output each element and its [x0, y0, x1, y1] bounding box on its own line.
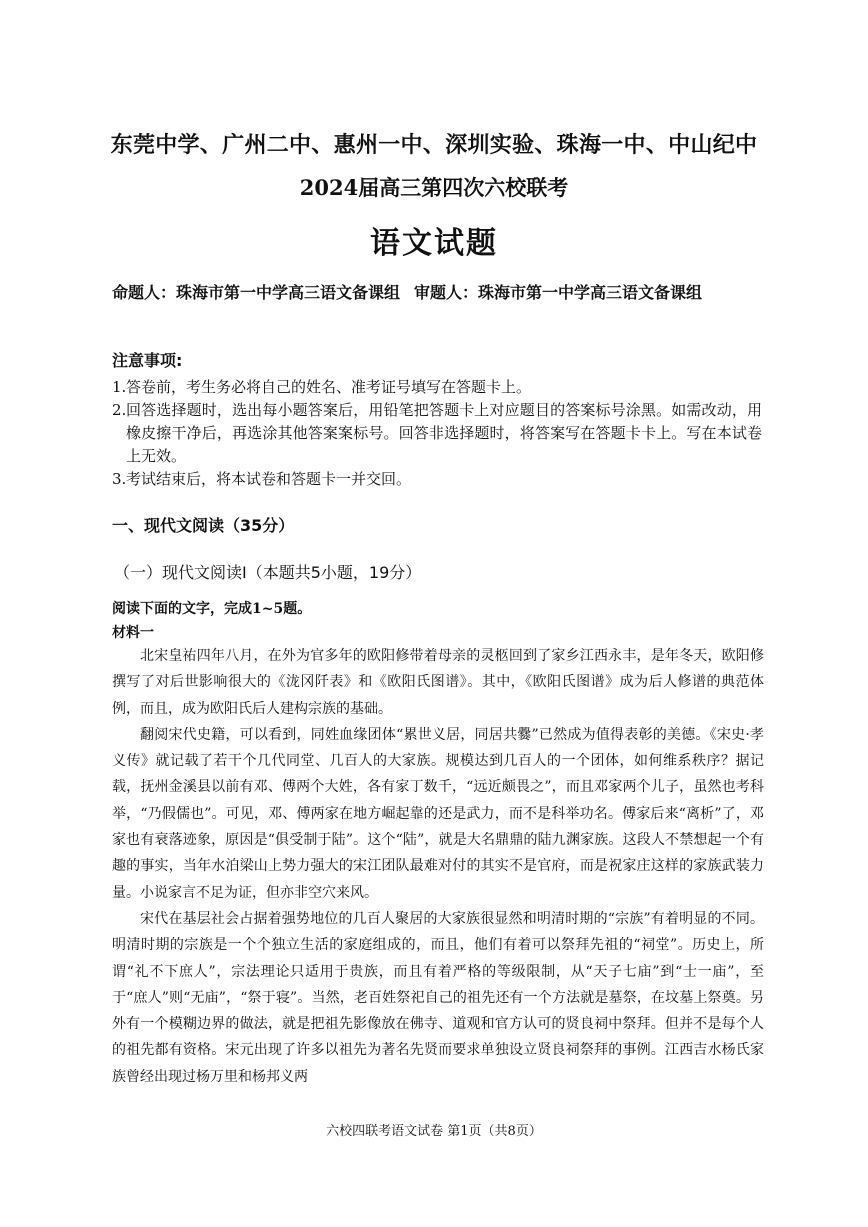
subject-title: 语文试题 — [370, 226, 498, 261]
setter-label: 命题人：珠海市第一中学高三语文备课组 — [112, 283, 401, 302]
notice-item-number: 2. — [112, 401, 127, 419]
reading-instruction: 阅读下面的文字，完成1~5题。 — [112, 601, 312, 617]
notice-list — [112, 376, 762, 491]
body-paragraph: 宋代在基层社会占据着强势地位的几百人聚居的大家族很显然和明清时期的“宗族”有着明显的不同。明清时期的宗族是一个个独立生活的家庭组成的，而且，他们有着可以祭拜先祖的“祠堂”。历史上，所谓“礼不下庶人”，宗法理论只适用于贵族，而且有着严格的等级限制，从“天子七庙”到“士一庙”，至于“庶人”则“无庙”，“祭于寝”。当然，老百姓祭祀自己的祖先还有一个方法就是墓祭，在坟墓上祭奠。另外有一个模糊边界的做法，就是把祖先影像放在佛寺、道观和官方认可的贤良祠中祭拜。但并不是每个人的祖先都有资格。宋元出现了许多以祖先为著名先贤而要求单独设立贤良祠祭拜的事例。江西吉水杨氏家族曾经出现过杨万里和杨邦义两 — [112, 910, 764, 1085]
schools-header: 东莞中学、广州二中、惠州一中、深圳实验、珠海一中、中山纪中 — [110, 132, 758, 158]
notice-item-text: 答卷前，考生务必将自己的姓名、准考证号填写在答题卡上。 — [126, 378, 532, 396]
reviewer-label: 审题人：珠海市第一中学高三语文备课组 — [414, 283, 703, 302]
notice-item-text: 考试结束后，将本试卷和答题卡一并交回。 — [126, 470, 412, 488]
material-body — [112, 643, 764, 1090]
body-paragraph: 翻阅宋代史籍，可以看到，同姓血缘团体“累世义居，同居共爨”已然成为值得表彰的美德。《宋史·孝义传》就记载了若干个几代同堂、几百人的大家族。规模达到几百人的一个团体，如何维系秩序？据记载，抚州金溪县以前有邓、傅两个大姓，各有家丁数千，“远近颇畏之”，而且邓家两个儿子，虽然也考科举，“乃假儒也”。可见，邓、傅两家在地方崛起靠的还是武力，而不是科举功名。傅家后来“离析”了，邓家也有衰落迹象，原因是“俱受制于陆”。这个“陆”，就是大名鼎鼎的陆九渊家族。这段人不禁想起一个有趣的事实，当年水泊梁山上势力强大的宋江团队最难对付的其实不是官府，而是祝家庄这样的家族武装力量。小说家言不足为证，但亦非空穴来风。 — [112, 726, 764, 901]
authors-line — [112, 280, 762, 305]
exam-title: 2024届高三第四次六校联考 — [299, 175, 569, 200]
body-paragraph: 北宋皇祐四年八月，在外为官多年的欧阳修带着母亲的灵柩回到了家乡江西永丰，是年冬天，欧阳修撰写了对后世影响很大的《泷冈阡表》和《欧阳氏图谱》。其中，《欧阳氏图谱》成为后人修谱的典范体例，而且，成为欧阳氏后人建构宗族的基础。 — [112, 648, 764, 717]
notice-item-number: 3. — [112, 470, 127, 488]
notice-title: 注意事项: — [112, 351, 183, 370]
notice-item — [112, 468, 762, 491]
section-title: 一、现代文阅读（35分） — [112, 516, 295, 535]
notice-item-number: 1. — [112, 378, 127, 396]
notice-item — [112, 376, 762, 399]
page-footer: 六校四联考语文试卷 第1页（共8页） — [326, 1124, 542, 1139]
material-label: 材料一 — [112, 625, 154, 641]
notice-item-text: 回答选择题时，选出每小题答案后，用铅笔把答题卡上对应题目的答案标号涂黑。如需改动，用橡皮擦干净后，再选涂其他答案案标号。回答非选择题时，将答案写在答题卡卡上。写在本试卷上无效。 — [126, 401, 762, 465]
subsection-title: （一）现代文阅读Ⅰ（本题共5小题，19分） — [114, 563, 422, 582]
notice-item — [112, 399, 762, 468]
